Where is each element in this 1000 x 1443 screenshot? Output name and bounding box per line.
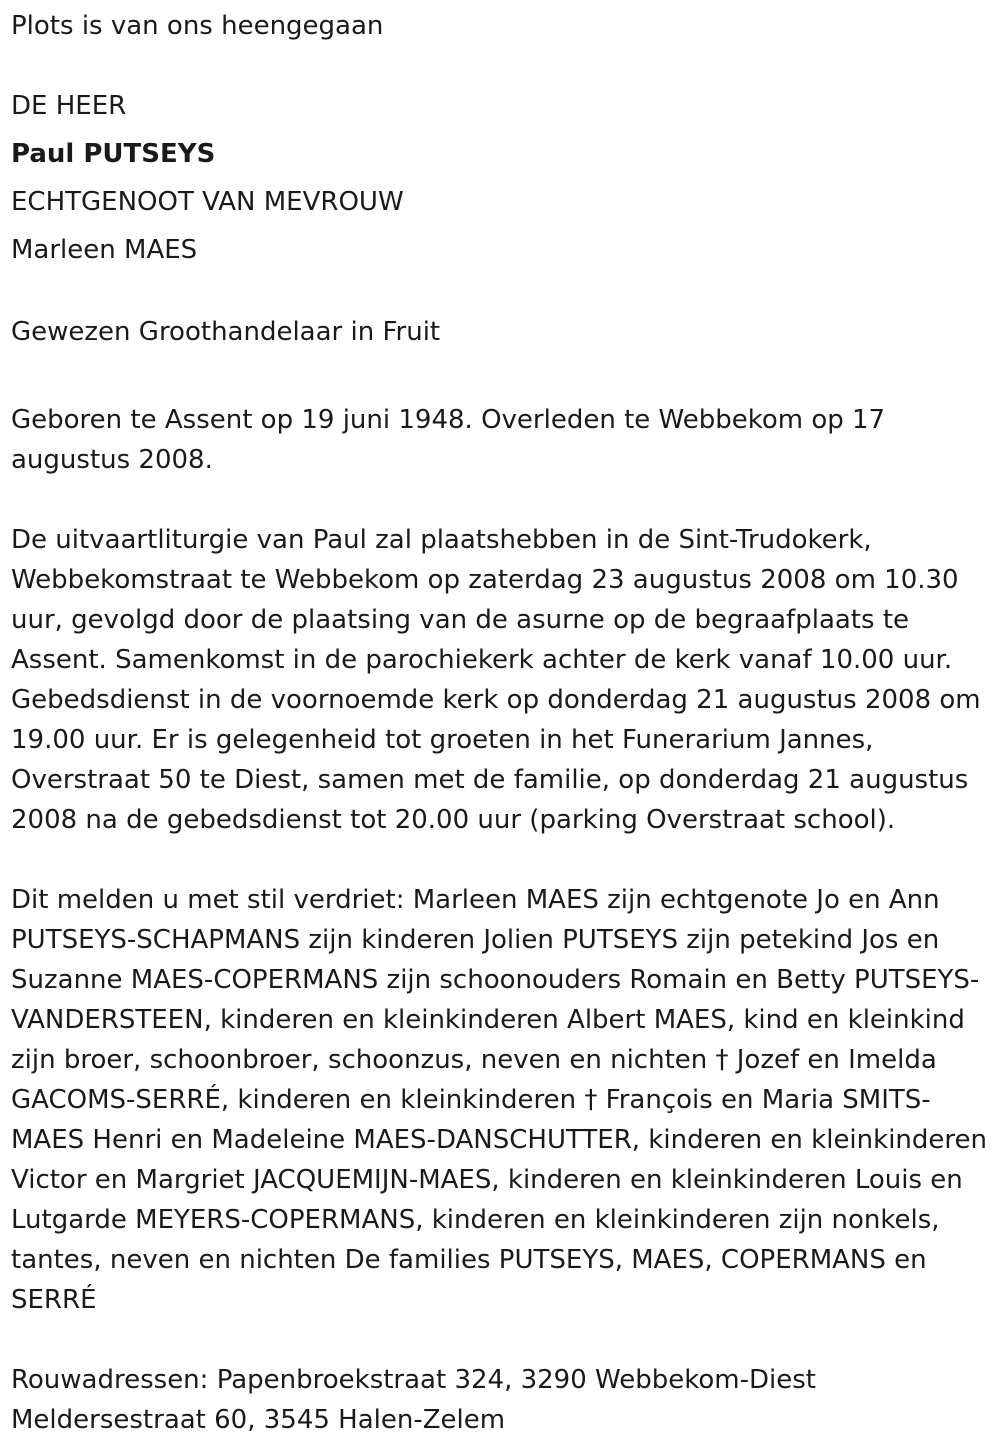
funeral-paragraph: De uitvaartliturgie van Paul zal plaatshebben in de Sint-Trudokerk, Webbekomstraat te Webbekom op zaterdag 23 augustus 2008 om 10.30 uur, gevolgd door de plaatsing van de asurne op de begraafplaats te Assent. Samenkomst in de parochiekerk achter de kerk vanaf 10.00 uur. Gebedsdienst in de voornoemde kerk op donderdag 21 augustus 2008 om 19.00 uur. Er is gelegenheid tot groeten in het Funerarium Jannes, Overstraat 50 te Diest, samen met de familie, op donderdag 21 augustus 2008 na de gebedsdienst tot 20.00 uur (parking Overstraat school).	[11, 525, 981, 835]
spouse-name: Marleen MAES	[11, 235, 198, 265]
birth-death-paragraph: Geboren te Assent op 19 juni 1948. Overleden te Webbekom op 17 augustus 2008.	[11, 405, 886, 475]
address-line: Rouwadressen: Papenbroekstraat 324, 3290 Webbekom-Diest	[11, 1365, 816, 1395]
title-prefix: DE HEER	[11, 91, 127, 121]
deceased-name: Paul PUTSEYS	[11, 139, 216, 169]
address-line: Meldersestraat 60, 3545 Halen-Zelem	[11, 1405, 506, 1435]
occupation: Gewezen Groothandelaar in Fruit	[11, 317, 441, 347]
mourning-addresses	[11, 1360, 991, 1440]
intro-text: Plots is van ons heengegaan	[11, 11, 384, 41]
spouse-label: ECHTGENOOT VAN MEVROUW	[11, 187, 404, 217]
announcement-paragraph: Dit melden u met stil verdriet: Marleen MAES zijn echtgenote Jo en Ann PUTSEYS-SCHAPMANS zijn kinderen Jolien PUTSEYS zijn petekind Jos en Suzanne MAES-COPERMANS zijn schoonouders Romain en Betty PUTSEYS-VANDERSTEEN, kinderen en kleinkinderen Albert MAES, kind en kleinkind zijn broer, schoonbroer, schoonzus, neven en nichten † Jozef en Imelda GACOMS-SERRÉ, kinderen en kleinkinderen † François en Maria SMITS-MAES Henri en Madeleine MAES-DANSCHUTTER, kinderen en kleinkinderen Victor en Margriet JACQUEMIJN-MAES, kinderen en kleinkinderen Louis en Lutgarde MEYERS-COPERMANS, kinderen en kleinkinderen zijn nonkels, tantes, neven en nichten De families PUTSEYS, MAES, COPERMANS en SERRÉ	[11, 885, 987, 1315]
obituary-notice	[11, 6, 991, 1440]
